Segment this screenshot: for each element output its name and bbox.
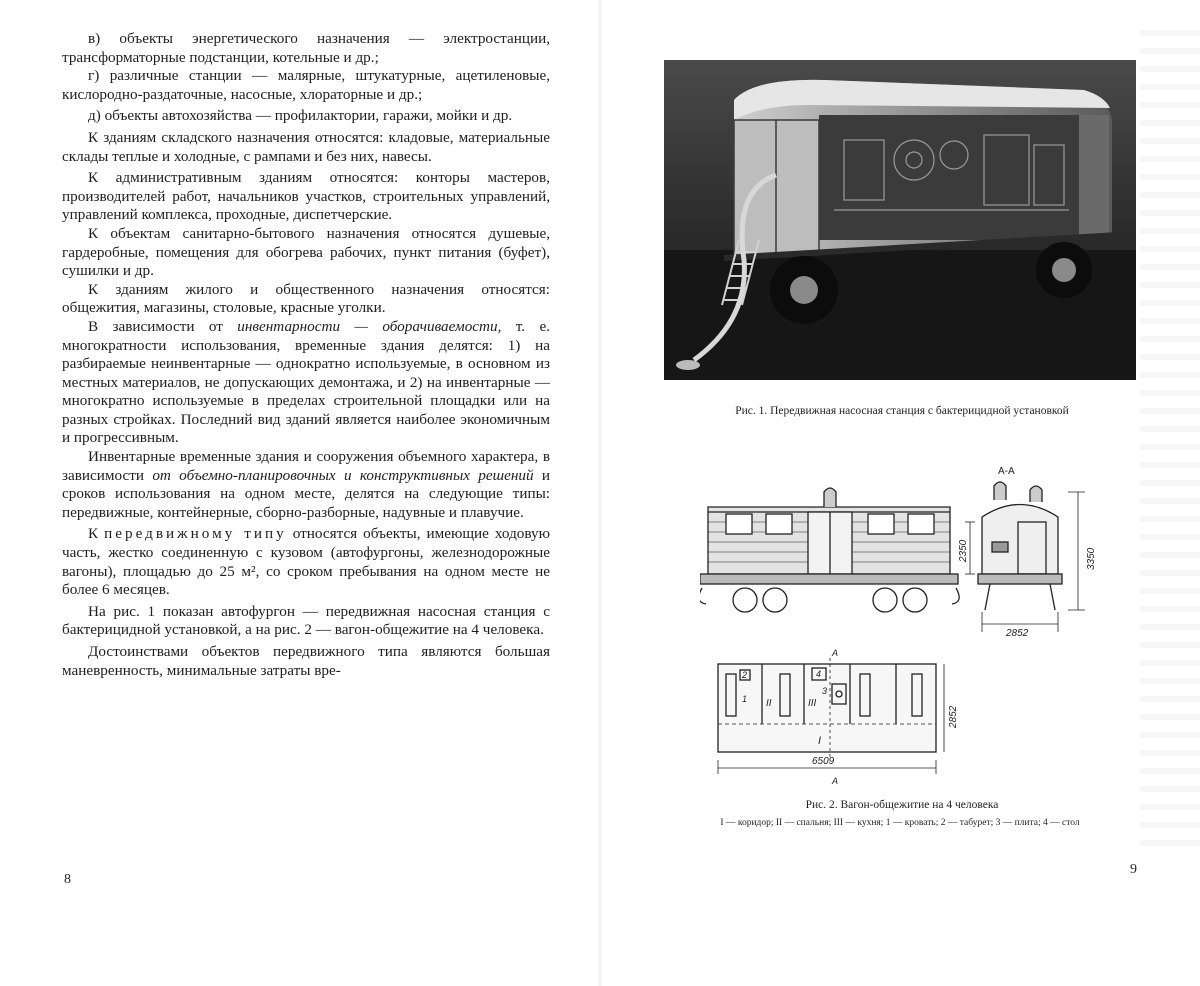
cross-section (965, 482, 1085, 632)
paragraph (62, 448, 550, 522)
paragraph (62, 318, 550, 448)
fig2-caption: Рис. 2. Вагон-общежитие на 4 человека (805, 799, 999, 811)
mark-stove: 3 (822, 686, 828, 696)
cut-mark-bottom: А (832, 776, 839, 786)
dim-plan-length: 6509 (812, 756, 835, 767)
side-elevation (700, 488, 959, 612)
dim-plan-width: 2852 (948, 705, 959, 728)
hose-nozzle (676, 360, 700, 370)
mark-bed: 1 (742, 694, 748, 704)
text-run: и сроков использования на одном месте, делятся на следующие типы: передвижные, контейнерные, сборно-разборные, надувные и плавучие. (62, 466, 550, 521)
dim-width-2852: 2852 (1006, 628, 1029, 639)
paragraph: в) объекты энергетического назначения — электростанции, трансформаторные подстанции, котельные и др.; (62, 30, 550, 66)
paragraph: К административным зданиям относятся: конторы мастеров, производителей работ, начальников участков, строительных управлений, управлений комплекса, проходные, диспетчерские. (62, 169, 550, 224)
room-corridor-label: I (818, 735, 822, 747)
page-number: 8 (64, 872, 71, 887)
dim-height-2350: 2350 (958, 539, 969, 562)
spaced-text: передвижному типу (104, 525, 287, 543)
mark-stool: 2 (742, 670, 748, 680)
fig2-drawing (700, 462, 1120, 802)
paragraph (62, 525, 550, 599)
room-bedroom-label: II (766, 698, 772, 709)
trailer (724, 80, 1119, 258)
right-page (600, 0, 1200, 986)
paragraph: К зданиям жилого и общественного назначения относятся: общежития, магазины, столовые, красные уголки. (62, 280, 550, 317)
italic-text: от объемно-планировочных и конструктивных решений (152, 466, 534, 484)
text-run: В зависимости от (88, 317, 238, 335)
paragraph: К объектам санитарно-бытового назначения относятся душевые, гардеробные, помещения для обогрева рабочих, пункт питания (буфет), сушилки и др. (62, 224, 550, 280)
text-run: , т. е. многократности использования, временные здания делятся: 1) на разбираемые неинвентарные — однократно используемые, в основном из местных материалов, не допускающих демонтажа, и 2) на инвентарные — многократно используемые в пределах строительной площадки или на разных стройках. Последний вид зданий является наиболее экономичным и прогрессивным. (62, 317, 550, 447)
left-text-column (62, 30, 550, 680)
paragraph: д) объекты автохозяйства — профилактории, гаражи, мойки и др. (88, 107, 513, 125)
paragraph: Достоинствами объектов передвижного типа являются большая маневренность, минимальные затраты вре- (62, 643, 550, 679)
cut-mark-top: А (832, 648, 839, 658)
text-run: К (88, 525, 105, 543)
text-run: относятся объекты, имеющие ходовую часть, жестко соединенную с кузовом (автофургоны, железнодорожные вагоны), площадью до 25 м², со сроком пребывания на одном месте не более 6 месяцев. (62, 525, 550, 599)
room-kitchen-label: III (808, 698, 817, 709)
paragraph: г) различные станции — малярные, штукатурные, ацетиленовые, кислородно-раздаточные, насосные, хлораторные и др.; (62, 67, 550, 103)
fig2-legend: I — коридор; II — спальня; III — кухня; 1 — кровать; 2 — табурет; 3 — плита; 4 — стол (720, 818, 1080, 828)
bleed-through (1140, 30, 1200, 850)
paragraph: На рис. 1 показан автофургон — передвижная насосная станция с бактерицидной установкой, а на рис. 2 — вагон-общежитие на 4 человека. (62, 602, 550, 639)
fig1-caption: Рис. 1. Передвижная насосная станция с бактерицидной установкой (735, 405, 1069, 417)
paragraph: К зданиям складского назначения относятся: кладовые, материальные склады теплые и холодные, с рампами и без них, навесы. (62, 128, 550, 165)
fig1-photo (664, 60, 1136, 380)
page-number: 9 (1130, 862, 1137, 877)
mark-table: 4 (816, 669, 822, 679)
section-label: А-А (998, 466, 1015, 477)
dim-height-3350: 3350 (1086, 547, 1097, 570)
text-run: Инвентарные временные здания и сооружения объемного характера, в зависимости (62, 448, 550, 484)
italic-text: инвентарности — оборачиваемости (237, 317, 498, 335)
